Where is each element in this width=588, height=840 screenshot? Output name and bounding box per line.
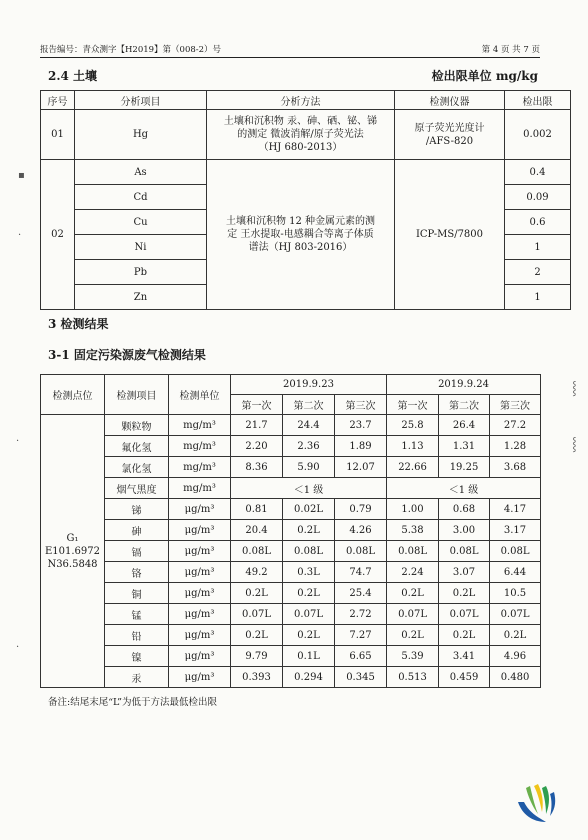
result-value: 0.02L xyxy=(283,499,335,520)
col-header: 检测单位 xyxy=(169,375,231,415)
result-value: 0.1L xyxy=(283,646,335,667)
table-row xyxy=(41,110,571,160)
result-value: 6.65 xyxy=(335,646,387,667)
scan-speck: · xyxy=(16,436,20,447)
result-value: 0.08L xyxy=(283,541,335,562)
header-rule xyxy=(40,57,540,58)
page-indicator: 第 4 页 共 7 页 xyxy=(481,45,540,55)
run-header: 第二次 xyxy=(283,395,335,415)
test-unit: μg/m³ xyxy=(169,499,231,520)
result-value: 24.4 xyxy=(283,415,335,436)
result-value: 3.00 xyxy=(439,520,490,541)
result-value: 6.44 xyxy=(490,562,541,583)
table-row xyxy=(41,604,541,625)
analysis-item: As xyxy=(75,160,207,185)
result-value: 19.25 xyxy=(439,457,490,478)
method-line: 定 王水提取-电感耦合等离子体质 xyxy=(227,229,374,240)
col-header: 检出限 xyxy=(505,91,571,110)
result-value: 2.24 xyxy=(387,562,439,583)
test-unit: mg/m³ xyxy=(169,478,231,499)
result-value: 0.2L xyxy=(490,625,541,646)
col-header: 序号 xyxy=(41,91,75,110)
table-header-row xyxy=(41,91,571,110)
company-logo-icon xyxy=(512,780,560,828)
table-row xyxy=(41,520,541,541)
result-value: 0.480 xyxy=(490,667,541,688)
test-item: 镉 xyxy=(105,541,169,562)
run-header: 第一次 xyxy=(231,395,283,415)
binding-edge-mark: ⸾ xyxy=(572,381,577,396)
result-value: 3.17 xyxy=(490,520,541,541)
method-line: 的测定 微波消解/原子荧光法 xyxy=(237,129,364,140)
location-line: N36.5848 xyxy=(47,558,98,570)
test-unit: mg/m³ xyxy=(169,415,231,436)
result-value: 21.7 xyxy=(231,415,283,436)
result-value: 3.41 xyxy=(439,646,490,667)
result-value: 49.2 xyxy=(231,562,283,583)
result-value: 0.07L xyxy=(387,604,439,625)
test-unit: μg/m³ xyxy=(169,583,231,604)
page-header xyxy=(40,43,540,55)
test-unit: μg/m³ xyxy=(169,604,231,625)
method-line: 土壤和沉积物 汞、砷、硒、铋、锑 xyxy=(223,116,378,127)
result-value: 0.68 xyxy=(439,499,490,520)
col-header: 分析项目 xyxy=(75,91,207,110)
location-line: E101.6972 xyxy=(44,545,100,557)
exhaust-gas-results-table xyxy=(40,374,541,688)
result-value: 0.2L xyxy=(439,583,490,604)
detection-limit: 0.4 xyxy=(505,160,571,185)
result-value: 0.393 xyxy=(231,667,283,688)
test-item: 锑 xyxy=(105,499,169,520)
result-value: 0.07L xyxy=(490,604,541,625)
table-row xyxy=(41,562,541,583)
test-item: 烟气黑度 xyxy=(105,478,169,499)
scan-speck: ▪ xyxy=(18,170,25,181)
analysis-item: Cd xyxy=(75,185,207,210)
row-number: 02 xyxy=(41,160,75,310)
detection-limit: 2 xyxy=(505,260,571,285)
result-value: 0.2L xyxy=(231,583,283,604)
location-line: G₁ xyxy=(66,532,79,544)
run-header: 第一次 xyxy=(387,395,439,415)
test-item: 砷 xyxy=(105,520,169,541)
result-value: 0.08L xyxy=(387,541,439,562)
test-item: 铅 xyxy=(105,625,169,646)
test-unit: μg/m³ xyxy=(169,520,231,541)
result-value: 0.07L xyxy=(439,604,490,625)
result-value: 22.66 xyxy=(387,457,439,478)
result-value: ＜1 级 xyxy=(231,478,387,499)
result-value: 1.89 xyxy=(335,436,387,457)
result-value: 2.20 xyxy=(231,436,283,457)
date-header: 2019.9.23 xyxy=(231,375,387,395)
result-value: 4.26 xyxy=(335,520,387,541)
result-value: 26.4 xyxy=(439,415,490,436)
detection-limit: 0.6 xyxy=(505,210,571,235)
result-value: 1.13 xyxy=(387,436,439,457)
col-header: 检测项目 xyxy=(105,375,169,415)
result-value: 4.17 xyxy=(490,499,541,520)
result-value: 2.36 xyxy=(283,436,335,457)
result-value: ＜1 级 xyxy=(387,478,541,499)
binding-edge-mark: ⸾ xyxy=(572,437,577,452)
result-value: 3.68 xyxy=(490,457,541,478)
section-3-1-title: 3-1 固定污染源废气检测结果 xyxy=(48,348,206,362)
result-value: 23.7 xyxy=(335,415,387,436)
section-2-4-title: 2.4 土壤 xyxy=(48,69,98,83)
detection-limit: 1 xyxy=(505,285,571,310)
analysis-method xyxy=(207,110,395,160)
test-unit: μg/m³ xyxy=(169,541,231,562)
result-value: 8.36 xyxy=(231,457,283,478)
result-value: 0.81 xyxy=(231,499,283,520)
detection-limit: 1 xyxy=(505,235,571,260)
result-value: 1.31 xyxy=(439,436,490,457)
col-header: 检测仪器 xyxy=(395,91,505,110)
analysis-item: Hg xyxy=(75,110,207,160)
col-header: 检测点位 xyxy=(41,375,105,415)
report-number: 报告编号：青众测字【H2019】第（008-2）号 xyxy=(40,45,222,55)
test-item: 铬 xyxy=(105,562,169,583)
test-unit: mg/m³ xyxy=(169,457,231,478)
result-value: 0.08L xyxy=(231,541,283,562)
table-row xyxy=(41,436,541,457)
result-value: 0.08L xyxy=(439,541,490,562)
result-value: 7.27 xyxy=(335,625,387,646)
analysis-item: Zn xyxy=(75,285,207,310)
result-value: 0.345 xyxy=(335,667,387,688)
scan-speck: · xyxy=(18,230,22,241)
result-value: 0.3L xyxy=(283,562,335,583)
result-value: 0.513 xyxy=(387,667,439,688)
result-value: 0.79 xyxy=(335,499,387,520)
analysis-item: Pb xyxy=(75,260,207,285)
analysis-item: Cu xyxy=(75,210,207,235)
test-unit: μg/m³ xyxy=(169,562,231,583)
result-value: 27.2 xyxy=(490,415,541,436)
result-value: 0.07L xyxy=(283,604,335,625)
result-value: 0.2L xyxy=(387,625,439,646)
result-value: 10.5 xyxy=(490,583,541,604)
result-value: 0.459 xyxy=(439,667,490,688)
method-line: （HJ 680-2013） xyxy=(258,142,343,153)
test-unit: μg/m³ xyxy=(169,625,231,646)
table-row xyxy=(41,583,541,604)
run-header: 第三次 xyxy=(490,395,541,415)
result-value: 9.79 xyxy=(231,646,283,667)
instrument xyxy=(395,110,505,160)
table-row xyxy=(41,457,541,478)
test-item: 氟化氢 xyxy=(105,436,169,457)
test-unit: μg/m³ xyxy=(169,646,231,667)
test-item: 锰 xyxy=(105,604,169,625)
table-row xyxy=(41,478,541,499)
result-value: 0.2L xyxy=(439,625,490,646)
section-3-title: 3 检测结果 xyxy=(48,317,109,331)
test-unit: μg/m³ xyxy=(169,667,231,688)
test-item: 颗粒物 xyxy=(105,415,169,436)
date-header: 2019.9.24 xyxy=(387,375,541,395)
soil-method-table xyxy=(40,90,571,310)
footnote: 备注:结尾末尾“L”为低于方法最低检出限 xyxy=(48,697,217,708)
result-value: 0.08L xyxy=(490,541,541,562)
test-item: 镍 xyxy=(105,646,169,667)
result-value: 0.294 xyxy=(283,667,335,688)
table-row xyxy=(41,646,541,667)
scan-speck: · xyxy=(16,642,20,653)
analysis-item: Ni xyxy=(75,235,207,260)
detection-limit: 0.09 xyxy=(505,185,571,210)
detection-limit-unit: 检出限单位 mg/kg xyxy=(431,69,538,83)
col-header: 分析方法 xyxy=(207,91,395,110)
table-row xyxy=(41,667,541,688)
result-value: 4.96 xyxy=(490,646,541,667)
method-line: 土壤和沉积物 12 种金属元素的测 xyxy=(225,216,376,227)
detection-limit: 0.002 xyxy=(505,110,571,160)
test-item: 铜 xyxy=(105,583,169,604)
result-value: 0.2L xyxy=(283,520,335,541)
result-value: 1.00 xyxy=(387,499,439,520)
test-item: 汞 xyxy=(105,667,169,688)
test-unit: mg/m³ xyxy=(169,436,231,457)
result-value: 0.2L xyxy=(283,583,335,604)
table-row xyxy=(41,160,571,185)
table-row xyxy=(41,415,541,436)
result-value: 12.07 xyxy=(335,457,387,478)
result-value: 3.07 xyxy=(439,562,490,583)
result-value: 20.4 xyxy=(231,520,283,541)
table-row xyxy=(41,541,541,562)
table-header-row xyxy=(41,375,541,395)
test-item: 氯化氢 xyxy=(105,457,169,478)
run-header: 第二次 xyxy=(439,395,490,415)
result-value: 25.4 xyxy=(335,583,387,604)
result-value: 1.28 xyxy=(490,436,541,457)
result-value: 74.7 xyxy=(335,562,387,583)
result-value: 0.07L xyxy=(231,604,283,625)
instrument: ICP-MS/7800 xyxy=(395,160,505,310)
result-value: 0.2L xyxy=(387,583,439,604)
result-value: 0.08L xyxy=(335,541,387,562)
result-value: 25.8 xyxy=(387,415,439,436)
instrument-line: /AFS-820 xyxy=(425,135,474,147)
result-value: 5.38 xyxy=(387,520,439,541)
result-value: 5.90 xyxy=(283,457,335,478)
run-header: 第三次 xyxy=(335,395,387,415)
table-row xyxy=(41,499,541,520)
row-number: 01 xyxy=(41,110,75,160)
instrument-line: 原子荧光光度计 xyxy=(414,122,485,134)
result-value: 2.72 xyxy=(335,604,387,625)
method-line: 谱法（HJ 803-2016） xyxy=(248,242,353,253)
table-row xyxy=(41,625,541,646)
sampling-point xyxy=(41,415,105,688)
result-value: 0.2L xyxy=(231,625,283,646)
result-value: 5.39 xyxy=(387,646,439,667)
result-value: 0.2L xyxy=(283,625,335,646)
analysis-method xyxy=(207,160,395,310)
